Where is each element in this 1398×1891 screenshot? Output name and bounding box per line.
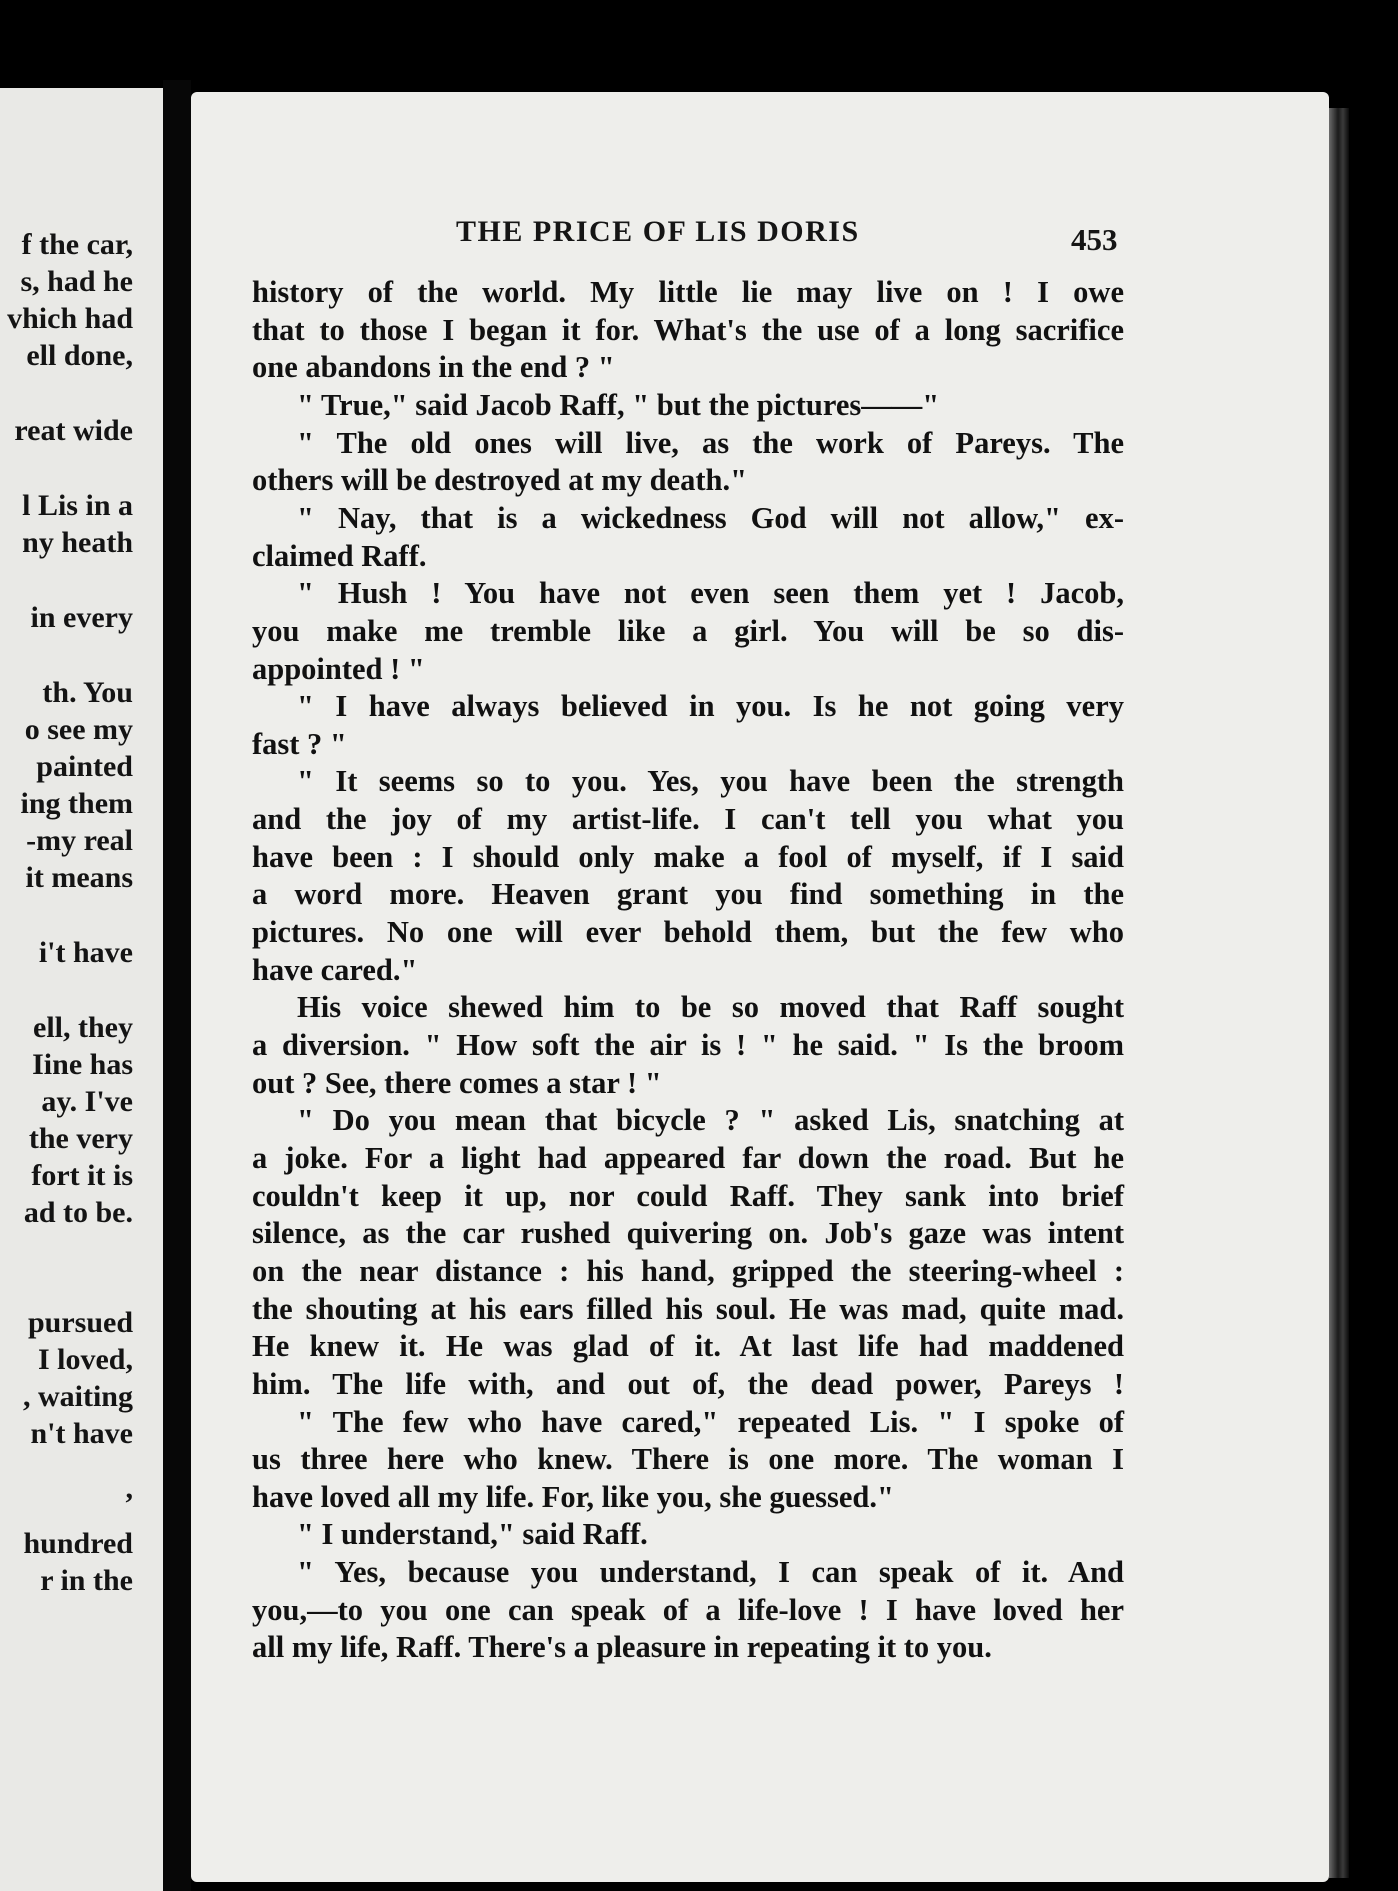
body-text-line: a diversion. " How soft the air is ! " he said. " Is the broom bbox=[252, 1028, 1124, 1062]
body-text-line: on the near distance : his hand, gripped the steering-wheel : bbox=[252, 1253, 1124, 1288]
body-text-line: a word more. Heaven grant you find something in the bbox=[252, 877, 1124, 912]
left-page-line: , bbox=[125, 1472, 133, 1505]
left-page-line: ay. I've bbox=[41, 1085, 133, 1118]
body-text-line: you,—to you one can speak of a life-love ! I have loved her bbox=[252, 1592, 1124, 1627]
left-page-line: i't have bbox=[38, 936, 133, 969]
left-page-line: s, had he bbox=[20, 265, 133, 298]
body-text-line: " Nay, that is a wickedness God will not allow," ex- bbox=[297, 500, 1124, 535]
body-text-line: have loved all my life. For, like you, she guessed." bbox=[252, 1479, 894, 1514]
left-page-line: vhich had bbox=[7, 302, 133, 335]
facing-left-page bbox=[0, 88, 163, 1891]
left-page-line: o see my bbox=[24, 713, 133, 746]
body-text-line: have cared." bbox=[252, 952, 418, 987]
body-text-line: the shouting at his ears filled his soul. He was mad, quite mad. bbox=[252, 1291, 1124, 1326]
body-text-line: fast ? " bbox=[252, 726, 347, 761]
body-text-line: " Yes, because you understand, I can speak of it. And bbox=[297, 1555, 1124, 1590]
left-page-line: pursued bbox=[27, 1306, 133, 1339]
body-text-line: appointed ! " bbox=[252, 651, 425, 686]
left-page-line: f the car, bbox=[21, 228, 133, 261]
body-text-line: " Do you mean that bicycle ? " asked Lis, snatching at bbox=[297, 1103, 1124, 1138]
body-text-line: one abandons in the end ? " bbox=[252, 350, 615, 385]
body-text-line: and the joy of my artist-life. I can't tell you what you bbox=[252, 802, 1124, 837]
body-text-line: couldn't keep it up, nor could Raff. They sank into brief bbox=[252, 1178, 1124, 1213]
left-page-line: in every bbox=[30, 601, 133, 634]
page-number: 453 bbox=[1071, 222, 1118, 257]
left-page-line: I loved, bbox=[37, 1343, 133, 1376]
left-page-line: n't have bbox=[30, 1417, 133, 1450]
body-text-line: " I have always believed in you. Is he not going very bbox=[297, 689, 1124, 724]
left-page-line: painted bbox=[36, 750, 133, 783]
body-text-line: him. The life with, and out of, the dead power, Pareys ! bbox=[252, 1366, 1124, 1401]
left-page-line: th. You bbox=[42, 676, 133, 709]
left-page-line: ny heath bbox=[22, 526, 133, 559]
body-text-line: " The few who have cared," repeated Lis. " I spoke of bbox=[297, 1404, 1124, 1439]
body-text-line: His voice shewed him to be so moved that Raff sought bbox=[297, 990, 1124, 1025]
left-page-line: hundred bbox=[23, 1527, 133, 1560]
left-page-line: , waiting bbox=[22, 1380, 133, 1413]
page-edge bbox=[1329, 108, 1349, 1878]
left-page-line: the very bbox=[28, 1122, 133, 1155]
left-page-line: Iine has bbox=[32, 1048, 133, 1081]
left-page-line: ell done, bbox=[26, 339, 133, 372]
left-page-line: ad to be. bbox=[23, 1196, 133, 1229]
left-page-line: ing them bbox=[20, 787, 133, 820]
body-text-line: pictures. No one will ever behold them, but the few who bbox=[252, 915, 1124, 950]
body-text-line: history of the world. My little lie may live on ! I owe bbox=[252, 275, 1124, 309]
left-page-line: it means bbox=[25, 861, 133, 894]
left-page-line: -my real bbox=[26, 824, 133, 857]
left-page-line: r in the bbox=[40, 1564, 133, 1597]
body-text-line: others will be destroyed at my death." bbox=[252, 463, 748, 498]
body-text-line: a joke. For a light had appeared far down the road. But he bbox=[252, 1140, 1124, 1175]
left-page-line: ell, they bbox=[33, 1011, 133, 1044]
body-text-line: all my life, Raff. There's a pleasure in repeating it to you. bbox=[252, 1630, 992, 1665]
body-text-line: us three here who knew. There is one more. The woman I bbox=[252, 1442, 1124, 1477]
body-text-line: " I understand," said Raff. bbox=[297, 1517, 648, 1552]
body-text-line: " True," said Jacob Raff, " but the pictures——" bbox=[297, 387, 940, 422]
body-text-line: out ? See, there comes a star ! " bbox=[252, 1065, 662, 1100]
body-text-line: silence, as the car rushed quivering on. Job's gaze was intent bbox=[252, 1216, 1124, 1251]
body-text-line: He knew it. He was glad of it. At last life had maddened bbox=[252, 1329, 1124, 1364]
left-page-line: fort it is bbox=[31, 1159, 133, 1192]
body-text-line: claimed Raff. bbox=[252, 538, 427, 573]
body-text-line: " The old ones will live, as the work of Pareys. The bbox=[297, 425, 1124, 460]
body-text-line: you make me tremble like a girl. You will be so dis- bbox=[252, 613, 1124, 648]
left-page-line: l Lis in a bbox=[22, 489, 133, 522]
left-page-line: reat wide bbox=[14, 414, 133, 447]
body-text-line: " It seems so to you. Yes, you have been the strength bbox=[297, 764, 1124, 799]
book-gutter bbox=[163, 80, 191, 1891]
body-text-line: that to those I began it for. What's the use of a long sacrifice bbox=[252, 312, 1124, 347]
body-text-line: " Hush ! You have not even seen them yet ! Jacob, bbox=[297, 576, 1124, 611]
body-text-line: have been : I should only make a fool of myself, if I said bbox=[252, 839, 1124, 874]
running-header: THE PRICE OF LIS DORIS bbox=[456, 215, 860, 248]
